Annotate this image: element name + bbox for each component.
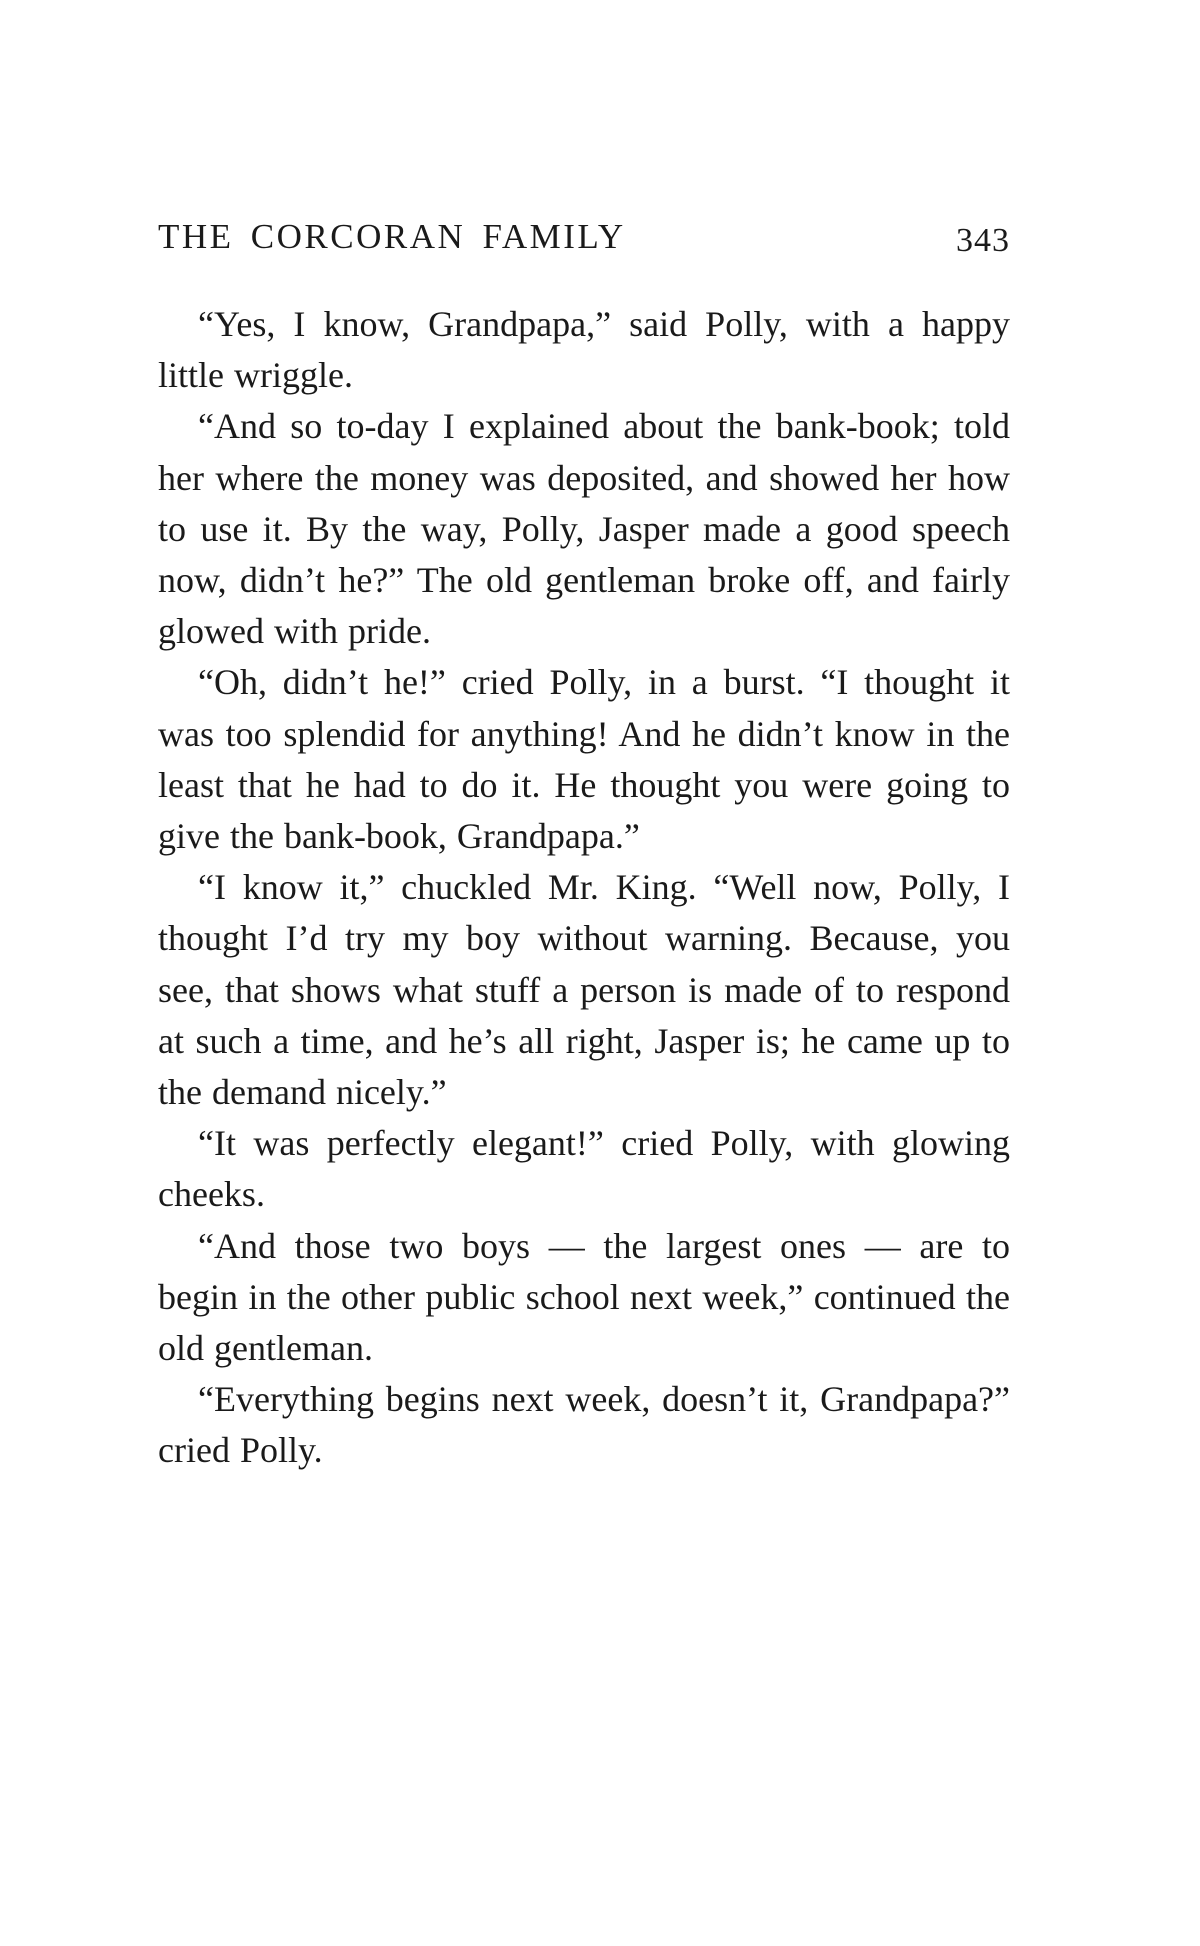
page-number: 343 xyxy=(956,222,1010,259)
body-text xyxy=(158,299,1010,1477)
paragraph: “And those two boys — the largest ones — are to begin in the other public school next week,” continued the old gentleman. xyxy=(158,1225,1010,1369)
paragraph: “And so to-day I explained about the bank-book; told her where the money was deposited, and showed her how to use it. By the way, Polly, Jasper made a good speech now, didn’t he?” The old gentleman broke off, and fairly glowed with pride. xyxy=(158,406,1010,652)
running-head xyxy=(158,212,1010,262)
paragraph: “Oh, didn’t he!” cried Polly, in a burst. “I thought it was too splendid for anything! And he didn’t know in the least that he had to do it. He thought you were going to give the bank-book, Grandpapa.” xyxy=(158,662,1010,857)
paragraph: “I know it,” chuckled Mr. King. “Well now, Polly, I thought I’d try my boy without warning. Because, you see, that shows what stuff a person is made of to respond at such a time, and he’s all right, Jasper is; he came up to the demand nicely.” xyxy=(158,867,1010,1113)
paragraph: “Everything begins next week, doesn’t it, Grandpapa?” cried Polly. xyxy=(158,1379,1010,1471)
running-title: THE CORCORAN FAMILY xyxy=(158,217,626,256)
paragraph: “It was perfectly elegant!” cried Polly, with glowing cheeks. xyxy=(158,1123,1010,1215)
paragraph: “Yes, I know, Grandpapa,” said Polly, with a happy little wriggle. xyxy=(158,304,1010,396)
